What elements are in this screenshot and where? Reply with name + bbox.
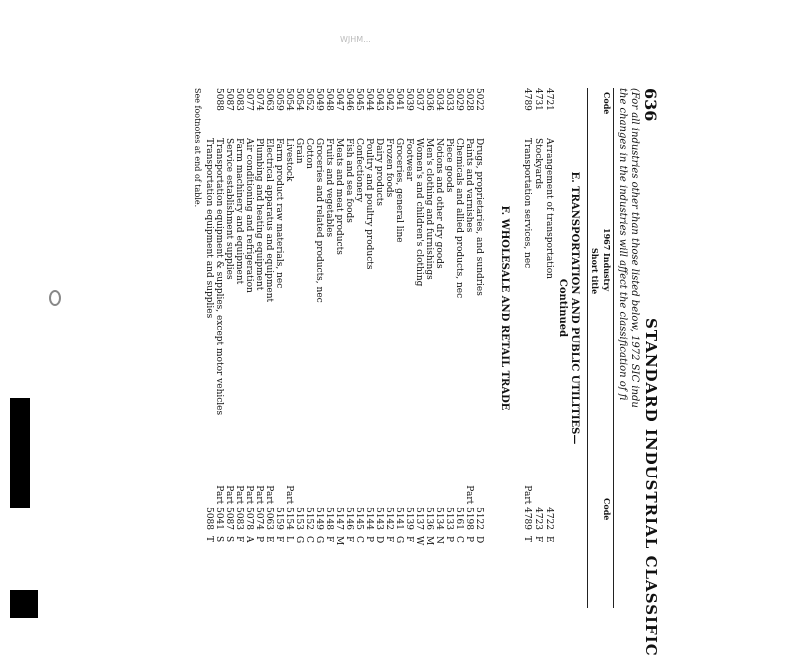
new-code: Part 5078 xyxy=(244,485,254,530)
new-code: Part 5087 xyxy=(224,485,234,530)
new-code: 5142 xyxy=(384,507,394,530)
table-row xyxy=(344,88,354,608)
row-note: F xyxy=(274,536,284,543)
new-code: Part 4789 xyxy=(522,485,532,530)
industry-code: 5054 xyxy=(294,88,304,111)
col-code-header: Code xyxy=(602,92,612,115)
table-row xyxy=(434,88,444,608)
industry-title: Groceries and related products, nec xyxy=(314,138,324,303)
industry-code: 4731 xyxy=(533,88,543,111)
industry-title: Livestock xyxy=(284,138,294,182)
industry-code: 5054 xyxy=(284,88,294,111)
new-code: 5133 xyxy=(444,507,454,530)
industry-title: Men's clothing and furnishings xyxy=(424,138,434,280)
industry-code: 5049 xyxy=(314,88,324,111)
industry-title: Electrical apparatus and equipment xyxy=(264,138,274,303)
new-code: Part 5063 xyxy=(264,485,274,530)
table-row xyxy=(404,88,414,608)
rotated-document-page xyxy=(190,88,660,657)
row-note: F xyxy=(533,536,543,543)
table-row xyxy=(454,88,464,608)
industry-code: 4721 xyxy=(544,88,554,111)
table-row xyxy=(444,88,454,608)
industry-title: Women's and children's clothing xyxy=(414,138,424,287)
new-code: Part 5154 xyxy=(284,485,294,530)
industry-title: Fish and sea foods xyxy=(344,138,354,223)
new-code: 5134 xyxy=(434,507,444,530)
row-note: M xyxy=(424,536,434,546)
table-row xyxy=(234,88,244,608)
industry-code: 5042 xyxy=(384,88,394,111)
section-f-heading: F. WHOLESALE AND RETAIL TRADE xyxy=(499,205,510,411)
row-note: C xyxy=(354,536,364,543)
industry-code: 5063 xyxy=(264,88,274,111)
table-row xyxy=(544,88,554,608)
row-note: D xyxy=(474,536,484,544)
new-code: 5148 xyxy=(324,507,334,530)
new-code: 5136 xyxy=(424,507,434,530)
industry-code: 5029 xyxy=(454,88,464,111)
col-code2-header: Code xyxy=(602,498,612,521)
row-note: G xyxy=(294,536,304,544)
scan-corner-mark xyxy=(10,590,38,618)
table-row xyxy=(314,88,324,608)
table-row xyxy=(364,88,374,608)
industry-code: 5022 xyxy=(474,88,484,111)
row-note: P xyxy=(464,536,474,543)
binder-hole-mark xyxy=(49,290,61,306)
row-note: G xyxy=(314,536,324,544)
table-row xyxy=(244,88,254,608)
row-note: F xyxy=(404,536,414,543)
industry-code: 5052 xyxy=(304,88,314,111)
industry-title: Piece goods xyxy=(444,138,454,193)
table-row xyxy=(284,88,294,608)
industry-title: Service establishment supplies xyxy=(224,138,234,280)
industry-code: 5033 xyxy=(444,88,454,111)
new-code: 5146 xyxy=(344,507,354,530)
row-note: F xyxy=(324,536,334,543)
table-row xyxy=(374,88,384,608)
row-note: M xyxy=(334,536,344,546)
row-note: L xyxy=(284,536,294,542)
row-note: P xyxy=(254,536,264,543)
industry-code: 5083 xyxy=(234,88,244,111)
table-row xyxy=(394,88,404,608)
industry-code: 5088 xyxy=(214,88,224,111)
note-line-2: the changes in the industries will affect the classification of fi xyxy=(617,88,628,401)
page-number: 636 xyxy=(641,88,660,122)
table-row xyxy=(424,88,434,608)
industry-title: Air conditioning and refrigeration xyxy=(244,138,254,293)
scan-header-text: WJHM... xyxy=(340,35,371,44)
industry-title: Fruits and vegetables xyxy=(324,138,334,238)
row-note: P xyxy=(444,536,454,543)
industry-title: Notions and other dry goods xyxy=(434,138,444,269)
row-note: G xyxy=(394,536,404,544)
industry-code: 5087 xyxy=(224,88,234,111)
industry-title: Footwear xyxy=(404,138,414,181)
table-row xyxy=(224,88,234,608)
row-note: A xyxy=(244,536,254,543)
industry-title: Transportation equipment & supplies, except motor vehicles xyxy=(214,138,224,416)
table-row xyxy=(522,88,532,608)
new-code: Part 5198 xyxy=(464,485,474,530)
table-row xyxy=(354,88,364,608)
table-row xyxy=(334,88,344,608)
industry-code: 5034 xyxy=(434,88,444,111)
header-rule-bottom xyxy=(587,88,588,608)
industry-title: Stockyards xyxy=(533,138,543,189)
note-line-1: (For all industries other than those listed below, 1972 SIC indu xyxy=(629,88,640,408)
section-e-heading: E. TRANSPORTATION AND PUBLIC UTILITIES—Continued xyxy=(557,171,580,445)
industry-title: Dairy products xyxy=(374,138,384,207)
new-code: 5088 xyxy=(204,507,214,530)
new-code: 5152 xyxy=(304,507,314,530)
row-note: F xyxy=(384,536,394,543)
industry-title: Frozen foods xyxy=(384,138,394,198)
industry-title: Grain xyxy=(294,138,304,164)
new-code: 5147 xyxy=(334,507,344,530)
industry-code: 4789 xyxy=(522,88,532,111)
industry-code: 5048 xyxy=(324,88,334,111)
industry-code: 5037 xyxy=(414,88,424,111)
industry-title: Confectionery xyxy=(354,138,364,203)
industry-title: Groceries, general line xyxy=(394,138,404,243)
industry-title: Arrangement of transportation xyxy=(544,138,554,279)
new-code: 5143 xyxy=(374,507,384,530)
new-code: 5161 xyxy=(454,507,464,530)
new-code: 5141 xyxy=(394,507,404,530)
industry-title: Farm machinery and equipment xyxy=(234,138,244,285)
table-row xyxy=(294,88,304,608)
industry-code: 5043 xyxy=(374,88,384,111)
header-rule-top xyxy=(613,88,614,608)
row-note: E xyxy=(264,536,274,543)
table-row xyxy=(474,88,484,608)
row-note: N xyxy=(434,536,444,544)
new-code: 5137 xyxy=(414,507,424,530)
row-note: D xyxy=(374,536,384,544)
new-code: Part 5041 xyxy=(214,485,224,530)
new-code: 4722 xyxy=(544,507,554,530)
new-code: 5139 xyxy=(404,507,414,530)
row-note: F xyxy=(234,536,244,543)
row-note: F xyxy=(344,536,354,543)
table-row xyxy=(533,88,543,608)
industry-code: 5028 xyxy=(464,88,474,111)
table-row xyxy=(384,88,394,608)
row-note: C xyxy=(304,536,314,543)
table-row xyxy=(304,88,314,608)
industry-code: 5039 xyxy=(404,88,414,111)
industry-code: 5059 xyxy=(274,88,284,111)
col-title-header: Short title xyxy=(590,248,600,295)
new-code: 5153 xyxy=(294,507,304,530)
new-code: 5144 xyxy=(364,507,374,530)
industry-title: Chemicals and allied products, nec xyxy=(454,138,464,299)
page-title: STANDARD INDUSTRIAL CLASSIFIC xyxy=(642,318,660,657)
new-code: 4723 xyxy=(533,507,543,530)
scan-edge-bar xyxy=(10,398,30,508)
table-row xyxy=(274,88,284,608)
industry-code: 5044 xyxy=(364,88,374,111)
industry-code: 5047 xyxy=(334,88,344,111)
row-note: P xyxy=(364,536,374,543)
table-row xyxy=(324,88,334,608)
table-row xyxy=(414,88,424,608)
industry-code: 5036 xyxy=(424,88,434,111)
table-row xyxy=(214,88,224,608)
industry-title: Paints and varnishes xyxy=(464,138,474,233)
industry-code: 5046 xyxy=(344,88,354,111)
new-code: Part 5083 xyxy=(234,485,244,530)
new-code: 5145 xyxy=(354,507,364,530)
row-note: E xyxy=(544,536,554,543)
industry-title: Drugs, proprietaries, and sundries xyxy=(474,138,484,296)
industry-code: 5077 xyxy=(244,88,254,111)
industry-code: 5041 xyxy=(394,88,404,111)
industry-code: 5045 xyxy=(354,88,364,111)
row-note: S xyxy=(224,536,234,543)
new-code: 5122 xyxy=(474,507,484,530)
new-code: 5149 xyxy=(314,507,324,530)
industry-title: Transportation equipment and supplies xyxy=(204,138,214,319)
row-note: S xyxy=(214,536,224,543)
industry-title: Transportation services, nec xyxy=(522,138,532,269)
row-note: T xyxy=(204,536,214,543)
table-row xyxy=(254,88,264,608)
table-row xyxy=(264,88,274,608)
row-note: C xyxy=(454,536,464,543)
row-note: W xyxy=(414,536,424,546)
industry-title: Meats and meat products xyxy=(334,138,344,255)
new-code: 5159 xyxy=(274,507,284,530)
col-industry-header: 1967 Industry xyxy=(602,228,612,292)
industry-title: Plumbing and heating equipment xyxy=(254,138,264,291)
table-row xyxy=(204,88,214,608)
row-note: T xyxy=(522,536,532,543)
footnote: See footnotes at end of table. xyxy=(193,88,202,208)
industry-title: Poultry and poultry products xyxy=(364,138,374,270)
industry-title: Cotton xyxy=(304,138,314,169)
table-row xyxy=(464,88,474,608)
industry-code: 5074 xyxy=(254,88,264,111)
new-code: Part 5074 xyxy=(254,485,264,530)
industry-title: Farm product raw materials, nec xyxy=(274,138,284,289)
